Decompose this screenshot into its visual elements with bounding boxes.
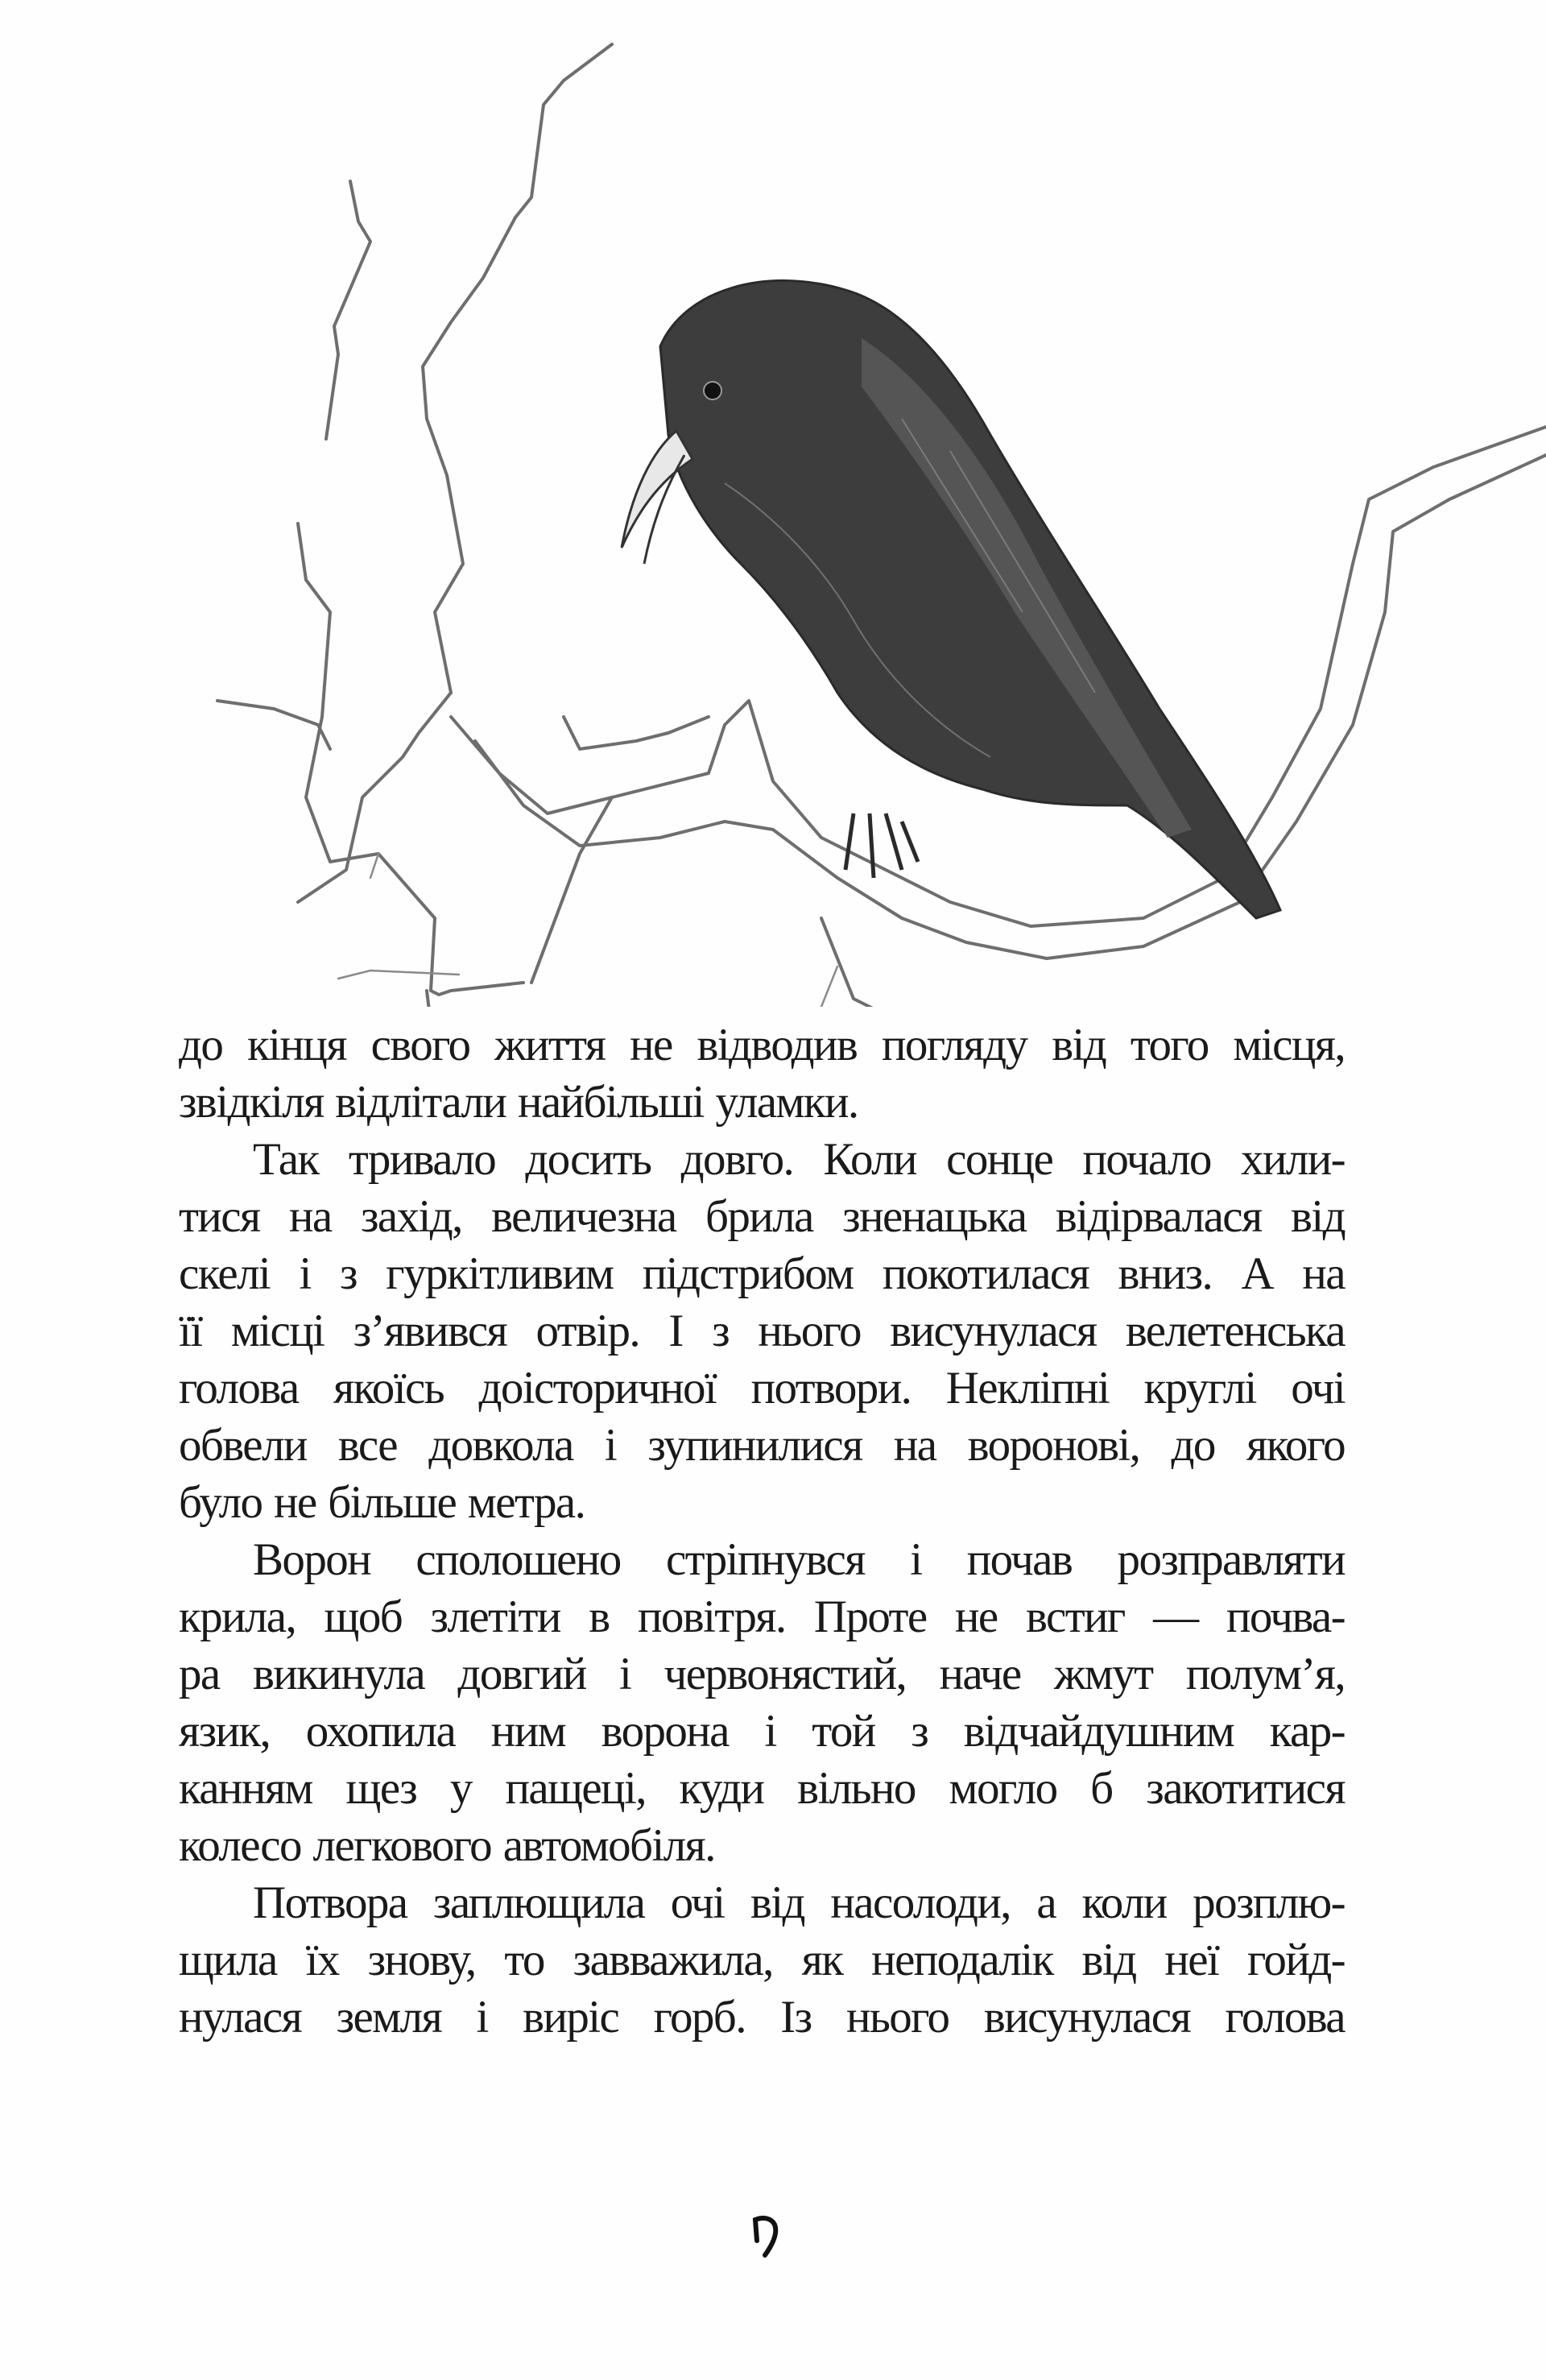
text-line: до кінця свого життя не відводив погляду від того місця, (179, 1020, 1345, 1070)
text-line: канням щез у пащеці, куди вільно могло б закотитися (179, 1763, 1345, 1814)
raven-illustration (0, 0, 1546, 1007)
text-line: колесо легкового автомобіля. (179, 1820, 715, 1871)
text-line: її місці з’явився отвір. І з нього висунулася велетенська (179, 1306, 1345, 1356)
text-line: ра викинула довгий і червонястий, наче жмут полум’я, (179, 1649, 1345, 1699)
text-line-paragraph-start: Ворон сполошено стріпнувся і почав розправляти (253, 1534, 1345, 1585)
text-line: язик, охопила ним ворона і той з відчайдушним кар- (179, 1706, 1345, 1757)
story-text (179, 1016, 1345, 2046)
text-line: голова якоїсь доісторичної потвори. Некліпні круглі очі (179, 1363, 1345, 1414)
text-line: тися на захід, величезна брила зненацька відірвалася від (179, 1191, 1345, 1242)
text-line-paragraph-start: Потвора заплющила очі від насолоди, а коли розплю- (253, 1877, 1345, 1928)
text-line: крила, щоб злетіти в повітря. Проте не встиг — почва- (179, 1591, 1345, 1642)
text-line: звідкіля відлітали найбільші уламки. (179, 1077, 858, 1128)
text-line: скелі і з гуркітливим підстрибом покотилася вниз. А на (179, 1248, 1345, 1299)
text-line: було не більше метра. (179, 1477, 585, 1528)
twig-icon (338, 854, 837, 1007)
page-number-glyph (747, 2205, 787, 2262)
text-line-paragraph-start: Так тривало досить довго. Коли сонце почало хили- (253, 1134, 1345, 1185)
text-line: щила їх знову, то завважила, як неподалік від неї гойд- (179, 1935, 1345, 1985)
text-line: нулася земля і виріс горб. Із нього висунулася голова (179, 1992, 1345, 2043)
text-line: обвели все довкола і зупинилися на воронові, до якого (179, 1420, 1345, 1471)
